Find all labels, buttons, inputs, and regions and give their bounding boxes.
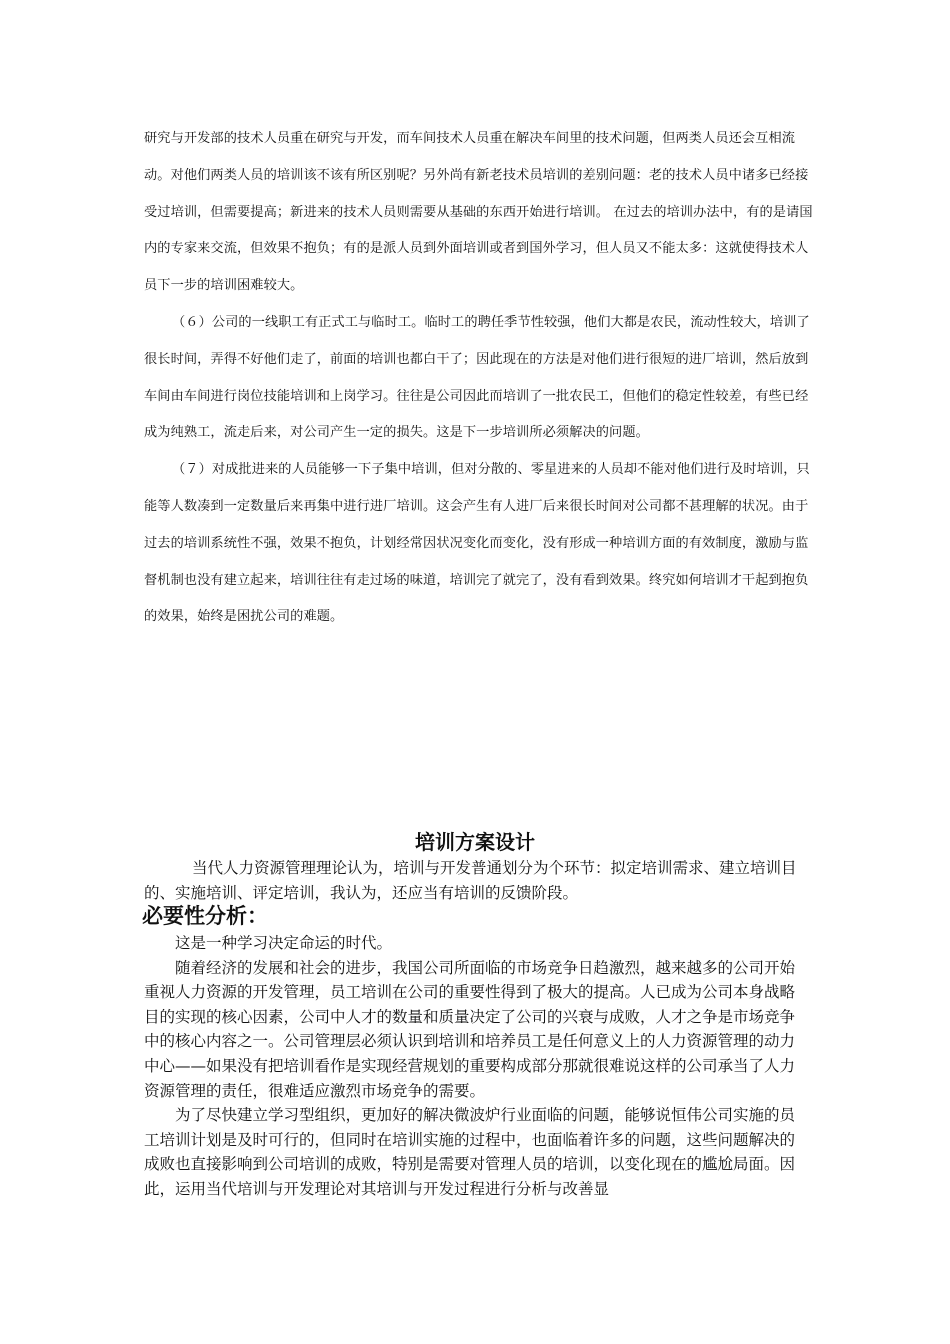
body-paragraph-learning-organization: 为了尽快建立学习型组织，更加好的解决微波炉行业面临的问题，能够说恒伟公司实施的员工培训计划是及时可行的，但同时在培训实施的过程中，也面临着许多的问题，这些问题解决的成败也直接影响到公司培训的成败，特别是需要对管理人员的培训，以变化现在的尴尬局面。因此，运用当代培训与开发理论对其培训与开发过程进行分析与改善显 <box>144 1106 796 1198</box>
paragraph-technical-staff: 研究与开发部的技术人员重在研究与开发，而车间技术人员重在解决车间里的技术问题，但两类人员还会互相流动。对他们两类人员的培训该不该有所区别呢？另外尚有新老技术员培训的差别问题：老的技术人员中诸多已经接受过培训，但需要提高；新进来的技术人员则需要从基础的东西开始进行培训。 在过去的培训办法中，有的是请国内的专家来交流，但效果不抱负；有的是派人员到外面培训或者到国外学习，但人员又不能太多：这就使得技术人员下一步的培训困难较大。 <box>144 131 813 294</box>
intro-paragraph: 当代人力资源管理理论认为，培训与开发普通划分为个环节：拟定培训需求、建立培训目的、实施培训、评定培训，我认为，还应当有培训的反馈阶段。 <box>144 859 797 902</box>
body-paragraph-era: 这是一种学习决定命运的时代。 <box>175 934 393 952</box>
section-heading-necessity: 必要性分析： <box>142 904 268 928</box>
upper-text-section <box>144 121 814 636</box>
paragraph-item-6: （６）公司的一线职工有正式工与临时工。临时工的聘任季节性较强，他们大都是农民，流动性较大，培训了很长时间，弄得不好他们走了，前面的培训也都白干了；因此现在的方法是对他们进行很短的进厂培训，然后放到车间由车间进行岗位技能培训和上岗学习。往往是公司因此而培训了一批农民工，但他们的稳定性较差，有些已经成为纯熟工，流走后来，对公司产生一定的损失。这是下一步培训所必须解决的问题。 <box>144 314 810 441</box>
paragraph-item-7: （７）对成批进来的人员能够一下子集中培训，但对分散的、零星进来的人员却不能对他们进行及时培训，只能等人数凑到一定数量后来再集中进行进厂培训。这会产生有人进厂后来很长时间对公司都不甚理解的状况。由于过去的培训系统性不强，效果不抱负，计划经常因状况变化而变化，没有形成一种培训方面的有效制度，激励与监督机制也没有建立起来，培训往往有走过场的味道，培训完了就完了，没有看到效果。终究如何培训才干起到抱负的效果，始终是困扰公司的难题。 <box>144 462 810 625</box>
necessity-analysis-body <box>144 931 810 1202</box>
page-title: 培训方案设计 <box>415 830 535 854</box>
body-paragraph-competition: 随着经济的发展和社会的进步，我国公司所面临的市场竞争日趋激烈，越来越多的公司开始重视人力资源的开发管理，员工培训在公司的重要性得到了极大的提高。人已成为公司本身战略目的实现的核心因素，公司中人才的数量和质量决定了公司的兴衰与成败，人才之争是市场竞争中的核心内容之一。公司管理层必须认识到培训和培养员工是任何意义上的人力资源管理的动力中心——如果没有把培训看作是实现经营规划的重要构成部分那就很难说这样的公司承当了人力资源管理的责任，很难适应激烈市场竞争的需要。 <box>144 958 796 1100</box>
